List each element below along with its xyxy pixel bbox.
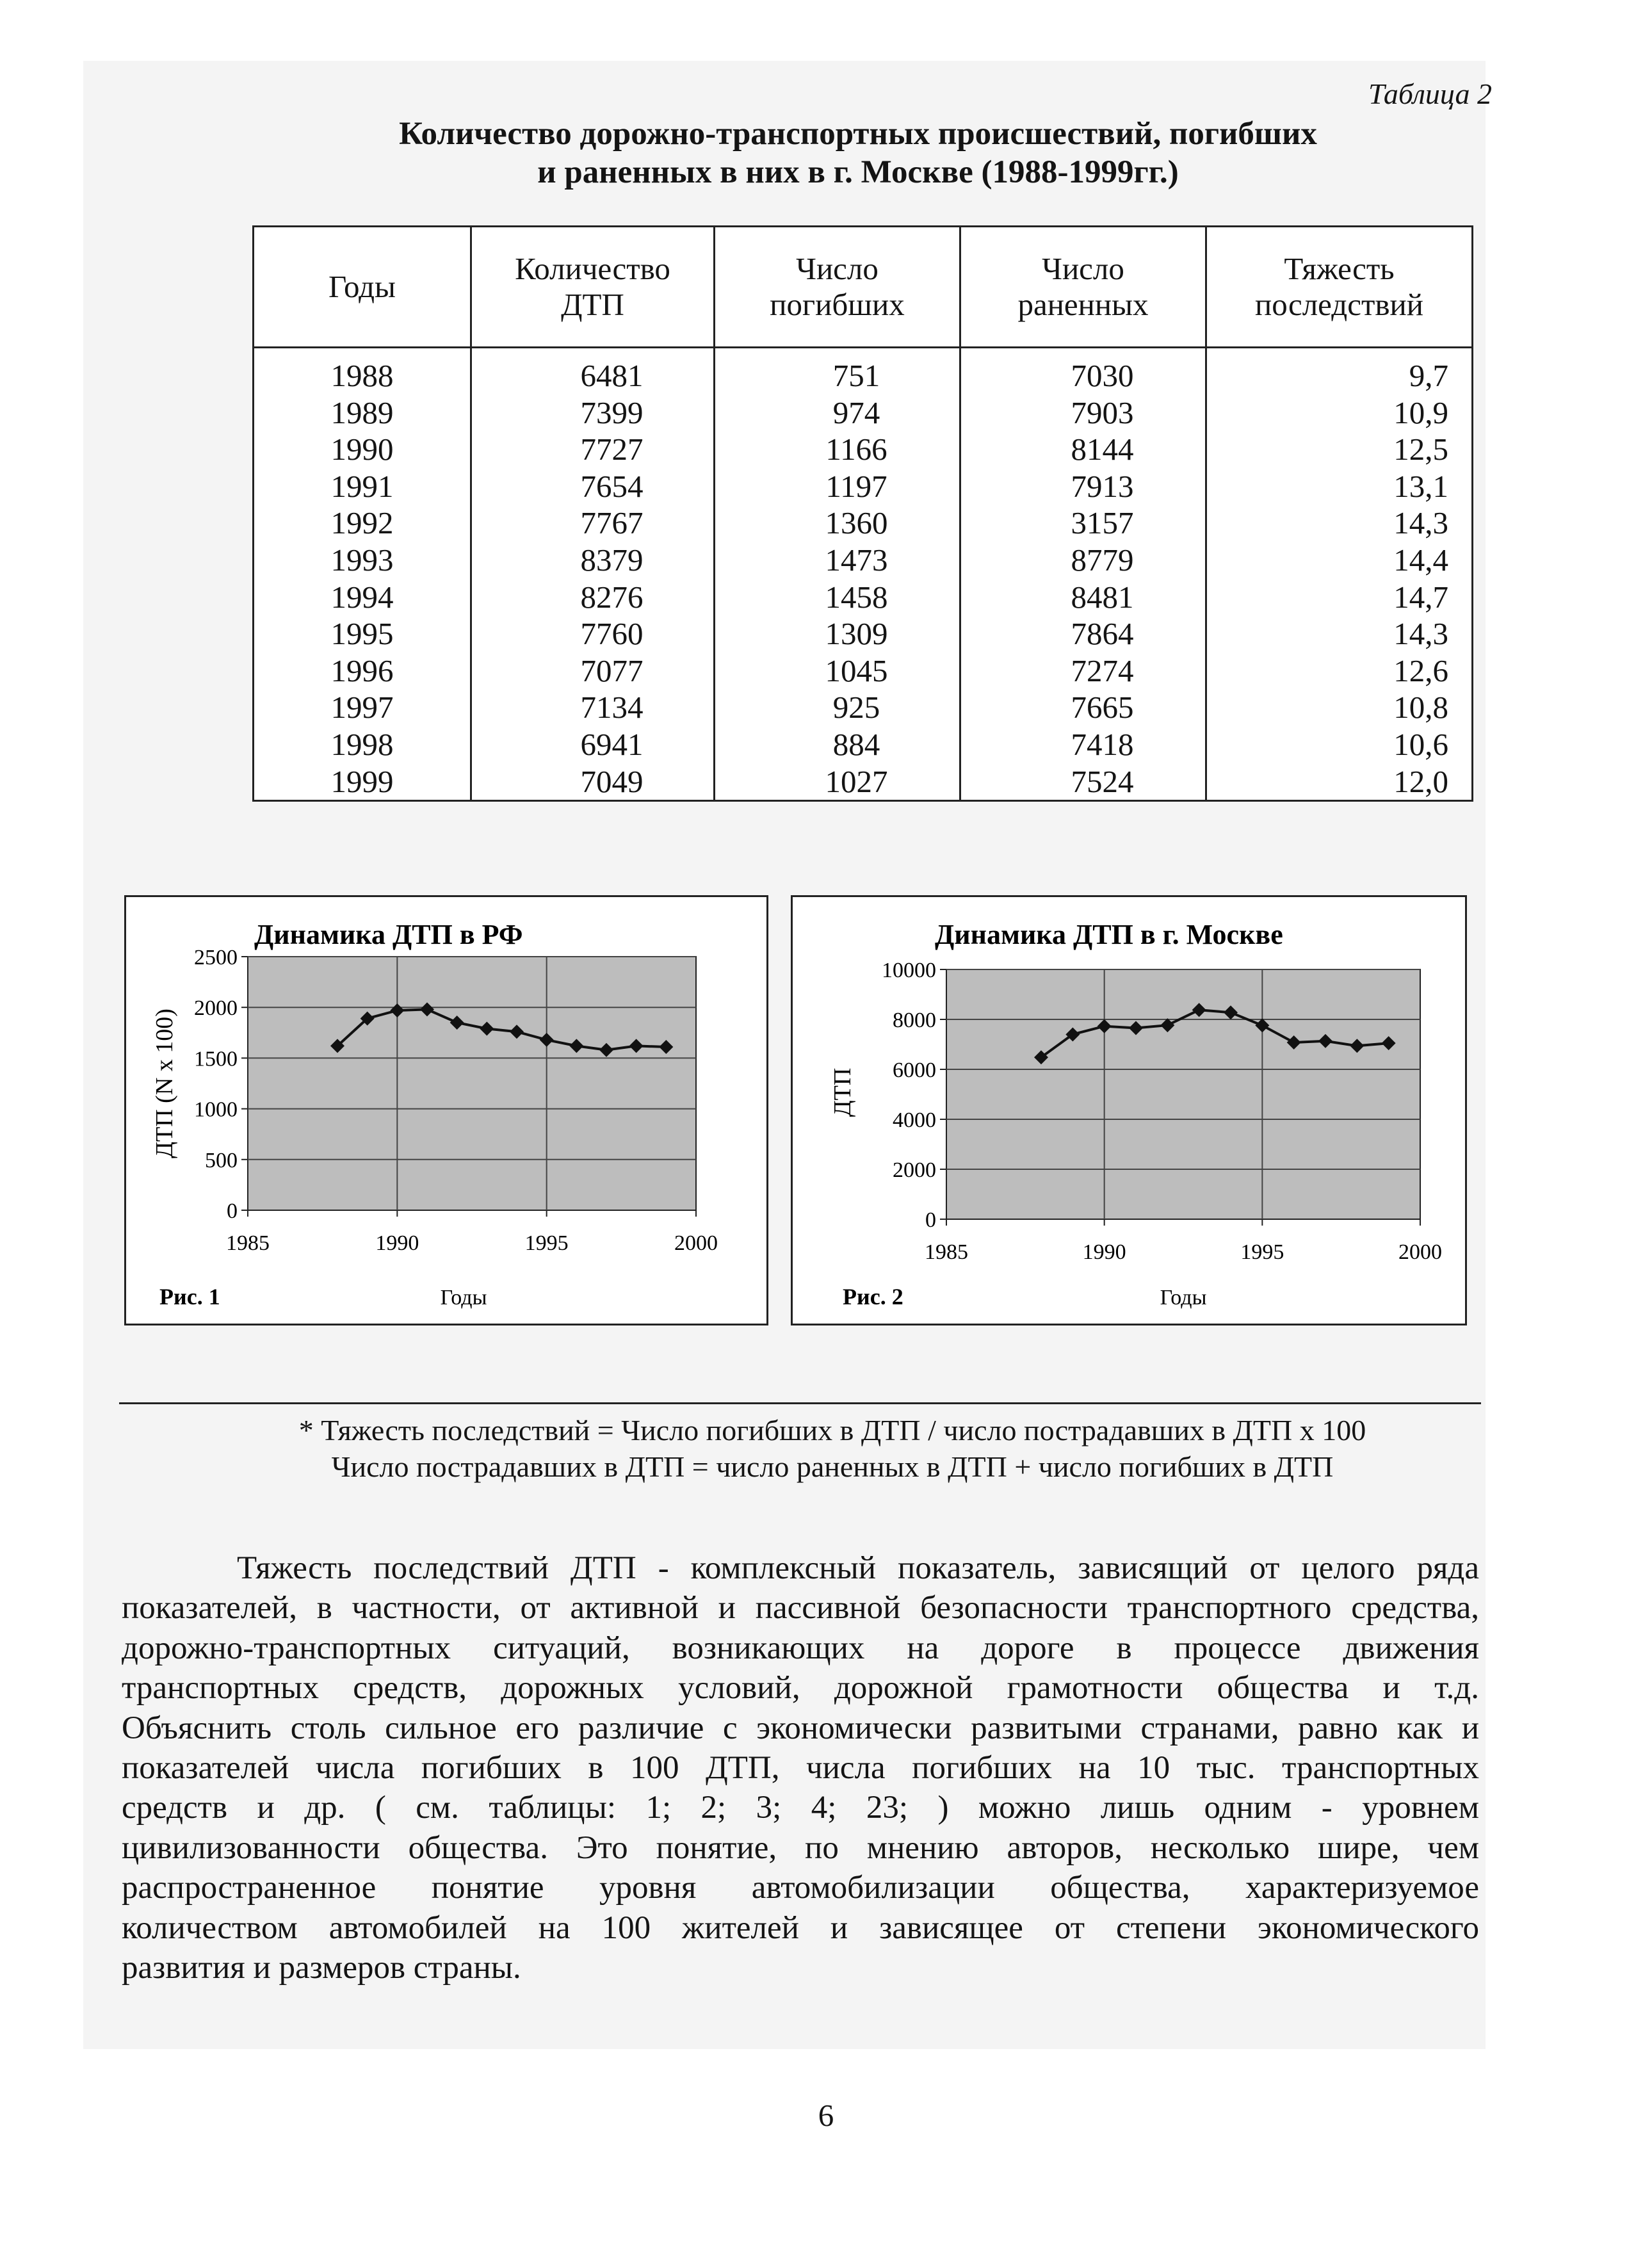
page-number: 6 <box>818 2098 834 2133</box>
table-cell: 1993 <box>330 542 394 578</box>
table-cell: 7864 <box>1071 616 1134 652</box>
table-cell: 7665 <box>1071 690 1134 725</box>
table-cell: 1989 <box>330 394 394 430</box>
table-cell: 9,7 <box>1409 358 1448 393</box>
table-cell: 7913 <box>1071 468 1134 504</box>
table-cell: 925 <box>832 690 880 725</box>
header-accidents: Количество ДТП <box>471 227 715 348</box>
accident-statistics-table <box>252 225 1473 802</box>
table-cell: 7399 <box>580 394 644 430</box>
table-cell: 14,4 <box>1393 542 1448 578</box>
paragraph-line: цивилизованности общества. Это понятие, по мнению авторов, несколько шире, чем <box>122 1829 1479 1866</box>
y-tick-label: 10000 <box>882 959 936 982</box>
y-tick-label: 0 <box>227 1199 238 1223</box>
table-cell: 10,6 <box>1393 726 1448 762</box>
table-cell: 7903 <box>1071 394 1134 430</box>
footnote-severity-formula: * Тяжесть последствий = Число погибших в ДТП / число пострадавших в ДТП х 100 <box>298 1414 1366 1447</box>
chart-moscow-svg <box>793 897 1465 1324</box>
y-tick-label: 1500 <box>194 1047 238 1071</box>
x-axis-label: Годы <box>440 1286 487 1309</box>
y-tick-label: 2000 <box>194 996 238 1021</box>
plot-area <box>248 957 696 1210</box>
chart-title: Динамика ДТП в РФ <box>254 919 523 950</box>
header-years: Годы <box>254 227 471 348</box>
table-cell: 7134 <box>580 690 644 725</box>
table-cell: 3157 <box>1071 505 1134 541</box>
table-body-row <box>254 348 1473 801</box>
paragraph-line: показателей числа погибших в 100 ДТП, числа погибших на 10 тыс. транспортных <box>122 1750 1479 1787</box>
table-cell: 7030 <box>1071 358 1134 393</box>
table-cell: 1994 <box>330 579 394 615</box>
figure-caption: Рис. 1 <box>159 1284 220 1309</box>
paragraph-line: развития и размеров страны. <box>122 1950 521 1986</box>
table-cell: 14,3 <box>1393 505 1448 541</box>
injured-column <box>960 348 1206 801</box>
y-axis-label: ДТП <box>829 1067 856 1117</box>
table-cell: 7727 <box>580 432 644 467</box>
table-cell: 12,0 <box>1393 763 1448 799</box>
severity-column <box>1206 348 1473 801</box>
table-cell: 7654 <box>580 468 644 504</box>
paragraph-line: показателей, в частности, от активной и пассивной безопасности транспортного средства, <box>122 1590 1479 1626</box>
footnote-divider <box>119 1402 1481 1404</box>
y-tick-label: 1000 <box>194 1098 238 1122</box>
accidents-column <box>471 348 715 801</box>
x-tick-label: 1990 <box>375 1231 419 1255</box>
table-cell: 8779 <box>1071 542 1134 578</box>
y-tick-label: 4000 <box>893 1108 936 1132</box>
x-tick-label: 1995 <box>524 1231 569 1255</box>
table-cell: 1995 <box>330 616 394 652</box>
y-tick-label: 0 <box>925 1208 936 1232</box>
table-cell: 884 <box>832 726 880 762</box>
footnote-victims-formula: Число пострадавших в ДТП = число раненных в ДТП + число погибших в ДТП <box>331 1450 1334 1483</box>
x-tick-label: 1995 <box>1240 1240 1284 1264</box>
y-axis-label: ДТП (N x 100) <box>151 1009 178 1158</box>
paragraph-line: Объяснить столь сильное его различие с экономически развитыми странами, равно как и <box>122 1710 1479 1746</box>
table-cell: 1166 <box>825 432 887 467</box>
deaths-column <box>715 348 960 801</box>
years-column <box>254 348 471 801</box>
table-cell: 1027 <box>825 763 888 799</box>
x-tick-label: 1985 <box>925 1240 968 1264</box>
table-cell: 10,8 <box>1393 690 1448 725</box>
table-cell: 1998 <box>330 726 394 762</box>
x-tick-label: 1990 <box>1082 1240 1126 1264</box>
table-cell: 751 <box>832 358 880 393</box>
table-cell: 1473 <box>825 542 888 578</box>
table-cell: 6481 <box>580 358 644 393</box>
table-cell: 974 <box>832 394 880 430</box>
table-cell: 14,3 <box>1393 616 1448 652</box>
table-cell: 1991 <box>330 468 394 504</box>
table-cell: 1992 <box>330 505 394 541</box>
chart-moscow-panel <box>791 895 1467 1325</box>
paragraph-line: дорожно-транспортных ситуаций, возникающих на дороге в процессе движения <box>122 1630 1479 1666</box>
paragraph-line: транспортных средств, дорожных условий, дорожной грамотности общества и т.д. <box>122 1670 1479 1706</box>
y-tick-label: 2500 <box>194 946 238 969</box>
table-cell: 8379 <box>580 542 644 578</box>
table-cell: 8481 <box>1071 579 1134 615</box>
paragraph-line: средств и др. ( см. таблицы: 1; 2; 3; 4; 23; ) можно лишь одним - уровнем <box>122 1790 1479 1826</box>
y-tick-label: 6000 <box>893 1058 936 1082</box>
table-cell: 12,6 <box>1393 652 1448 688</box>
x-tick-label: 2000 <box>1398 1240 1442 1264</box>
table-cell: 10,9 <box>1393 394 1448 430</box>
table-cell: 1988 <box>330 358 394 393</box>
table-cell: 1360 <box>825 505 888 541</box>
paragraph-line: количеством автомобилей на 100 жителей и зависящее от степени экономического <box>122 1909 1479 1946</box>
x-axis-label: Годы <box>1160 1286 1207 1309</box>
plot-area <box>946 969 1420 1219</box>
table-header-row <box>254 227 1473 348</box>
header-severity: Тяжесть последствий <box>1206 227 1473 348</box>
y-tick-label: 8000 <box>893 1009 936 1032</box>
chart-title: Динамика ДТП в г. Москве <box>935 919 1283 950</box>
figure-caption: Рис. 2 <box>843 1284 903 1309</box>
chart-rf-panel <box>124 895 768 1325</box>
table-cell: 14,7 <box>1393 579 1448 615</box>
table-cell: 1458 <box>825 579 888 615</box>
table-cell: 12,5 <box>1393 432 1448 467</box>
table-cell: 7274 <box>1071 652 1134 688</box>
table-cell: 7077 <box>580 652 644 688</box>
body-paragraph <box>122 1548 1479 1988</box>
table-cell: 7760 <box>580 616 644 652</box>
table-cell: 8276 <box>580 579 644 615</box>
y-tick-label: 500 <box>205 1148 238 1172</box>
table-title-line-1: Количество дорожно-транспортных происшествий, погибших <box>399 116 1317 152</box>
table-cell: 1045 <box>825 652 888 688</box>
table-cell: 1996 <box>330 652 394 688</box>
y-tick-label: 2000 <box>893 1158 936 1182</box>
header-injured: Число раненных <box>960 227 1206 348</box>
table-cell: 7524 <box>1071 763 1134 799</box>
header-deaths: Число погибших <box>715 227 960 348</box>
table-title-line-2: и раненных в них в г. Москве (1988-1999гг.) <box>537 154 1179 190</box>
table-label: Таблица 2 <box>1368 77 1492 110</box>
table-cell: 1997 <box>330 690 394 725</box>
table-cell: 1309 <box>825 616 888 652</box>
table-cell: 7418 <box>1071 726 1134 762</box>
paragraph-line: распространенное понятие уровня автомобилизации общества, характеризуемое <box>122 1870 1479 1906</box>
table-cell: 7049 <box>580 763 644 799</box>
paragraph-line: Тяжесть последствий ДТП - комплексный показатель, зависящий от целого ряда <box>237 1550 1479 1586</box>
x-tick-label: 1985 <box>226 1231 270 1255</box>
table-cell: 1197 <box>825 468 887 504</box>
x-tick-label: 2000 <box>674 1231 718 1255</box>
table-cell: 13,1 <box>1393 468 1448 504</box>
table-cell: 1999 <box>330 763 394 799</box>
table-cell: 6941 <box>580 726 644 762</box>
table-cell: 8144 <box>1071 432 1134 467</box>
chart-rf-svg <box>126 897 766 1324</box>
table-cell: 7767 <box>580 505 644 541</box>
table-cell: 1990 <box>330 432 394 467</box>
